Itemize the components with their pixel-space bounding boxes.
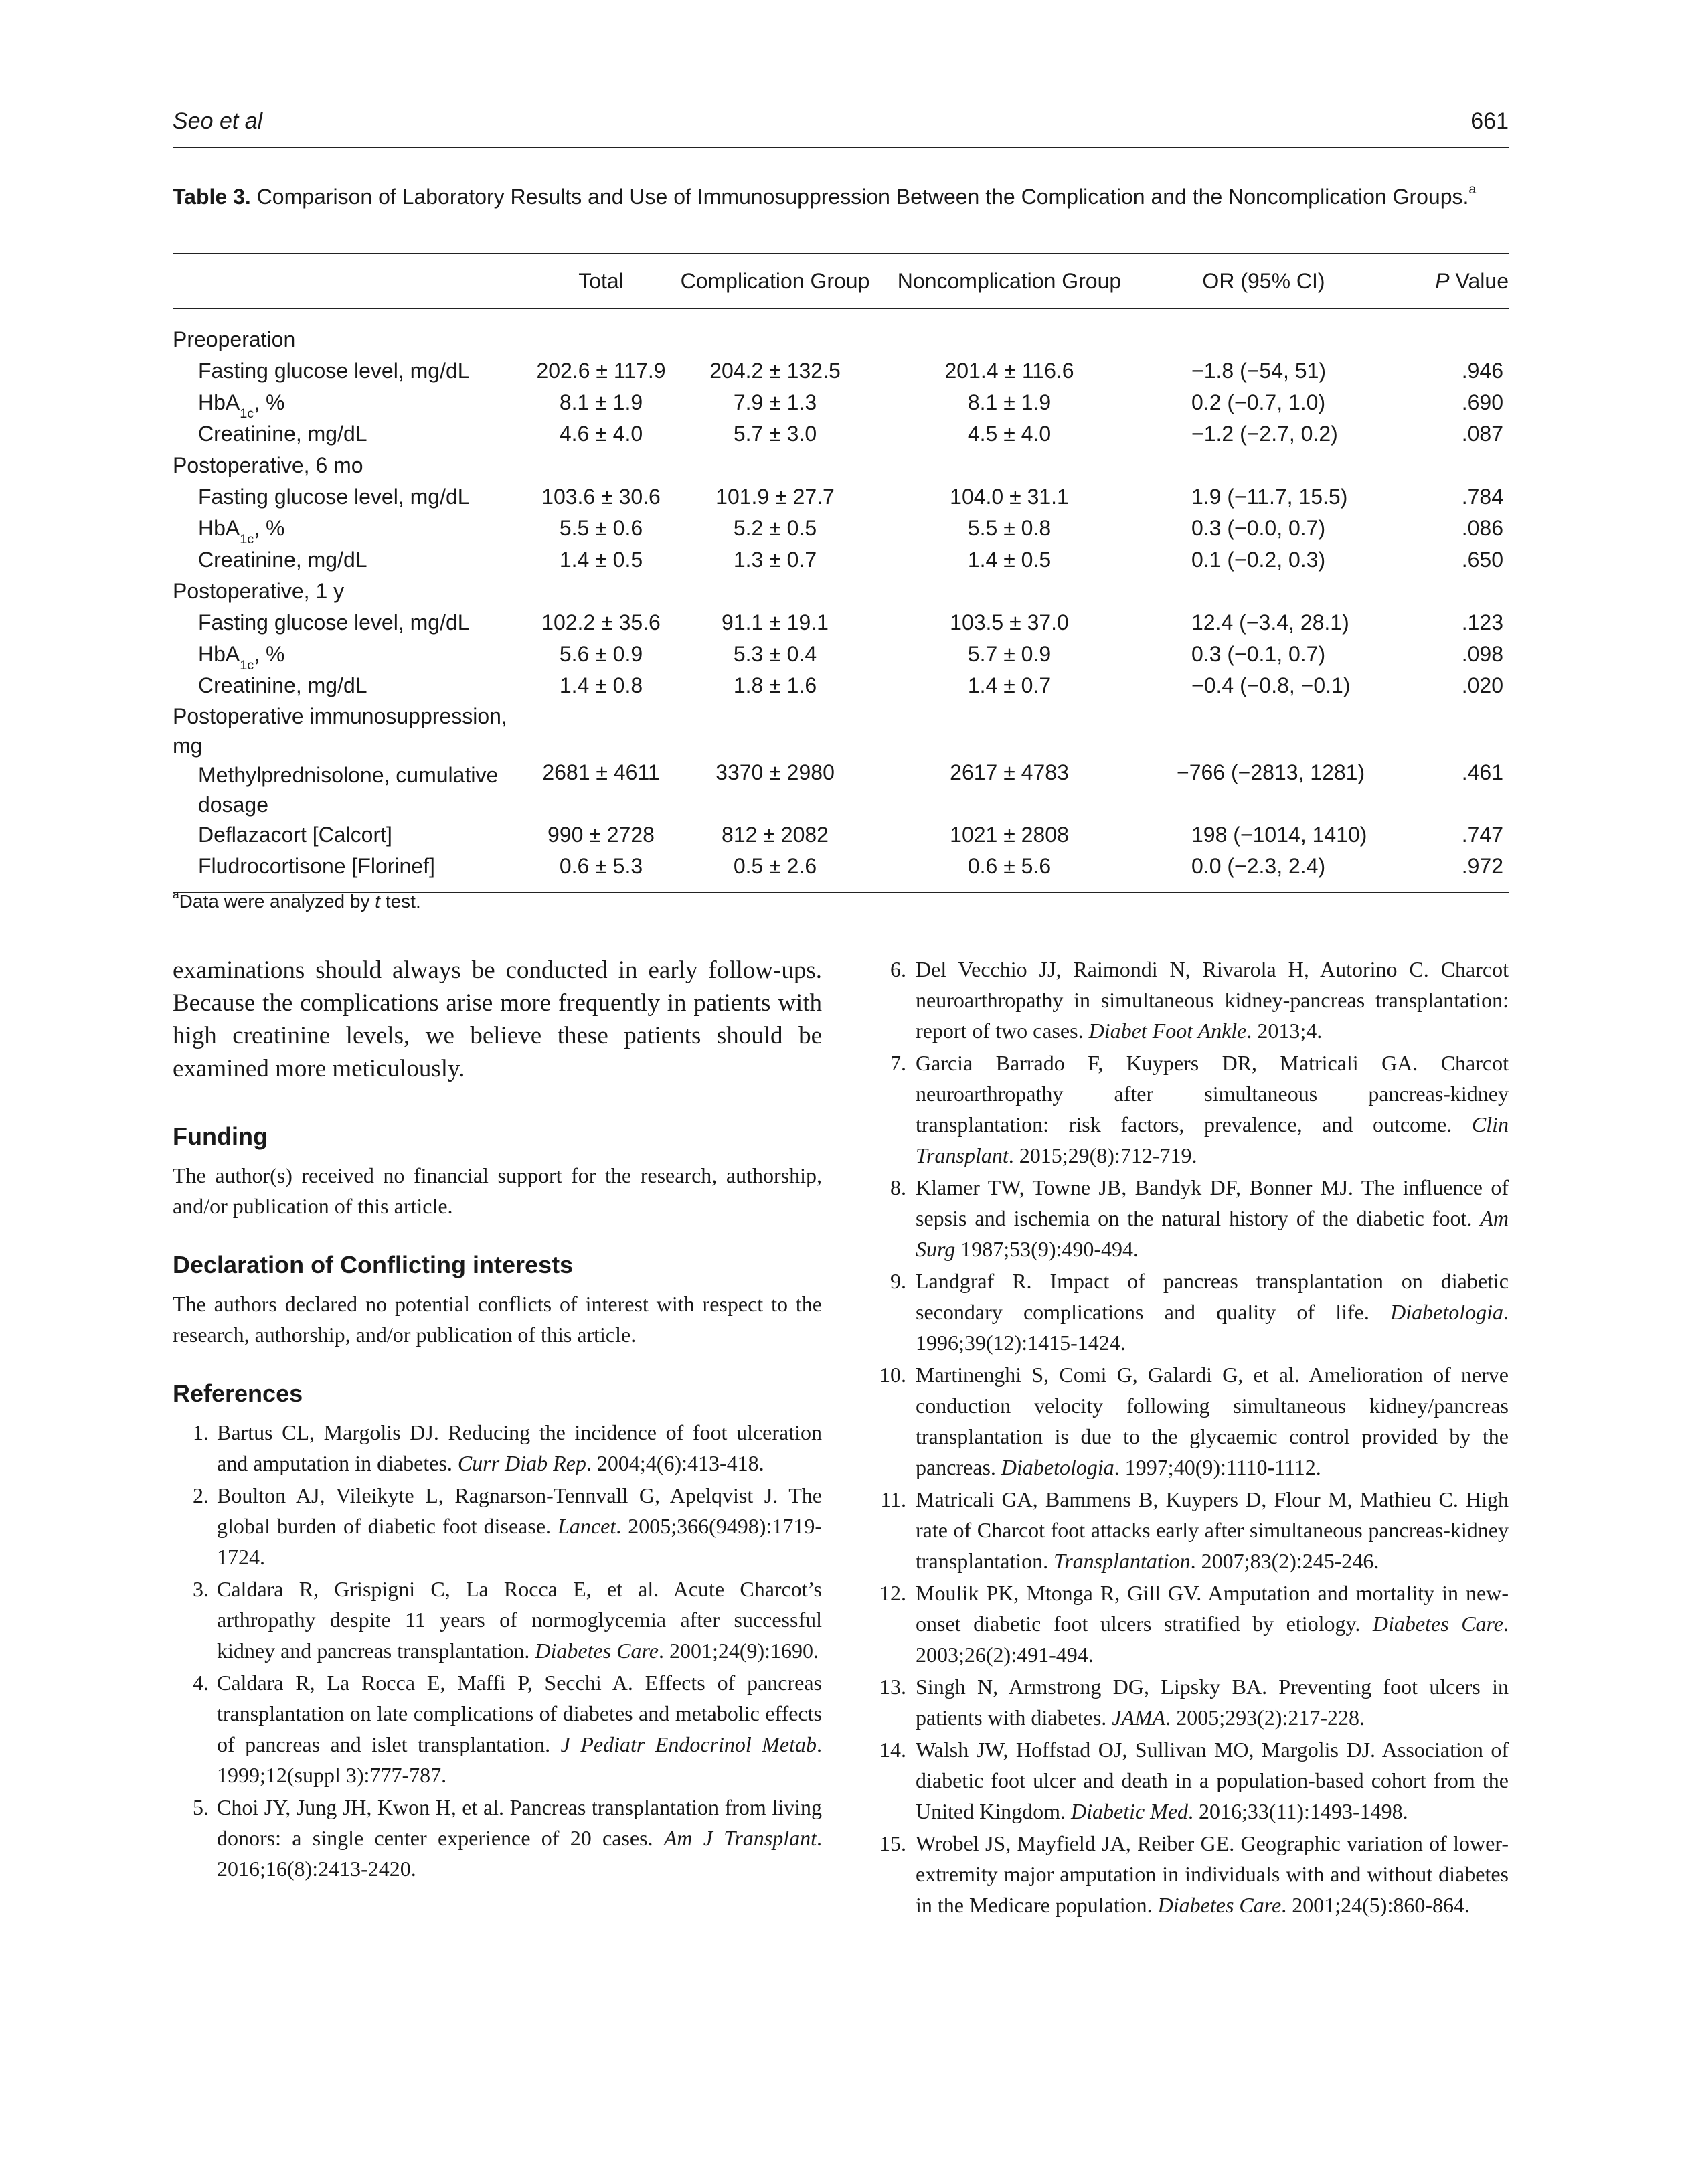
reference-citation: . 2004;4(6):413-418. [586,1451,764,1475]
cell-total: 103.6 ± 30.6 [541,485,661,509]
conflicts-heading: Declaration of Conflicting interests [173,1251,574,1278]
running-title: Seo et al [173,108,263,134]
reference-item [173,1417,822,1479]
cell-complication: 5.7 ± 3.0 [733,422,817,446]
cell-complication: 5.3 ± 0.4 [733,642,817,666]
table-row [173,418,1509,450]
cell-total: 1.4 ± 0.8 [559,673,643,697]
row-label-hba1c: HbA$_{1c}$, % [198,516,285,548]
cell-complication: 0.5 ± 2.6 [668,851,882,892]
reference-text: Choi JY, Jung JH, Kwon H, et al. Pancreas transplantation from living donors: a single center experience of 20 cases. [217,1795,822,1850]
reference-journal: Diabetes Care [1157,1893,1282,1917]
cell-p-value: .020 [1461,673,1503,697]
cell-or: 0.1 (−0.2, 0.3) [1191,548,1326,572]
cell-total: 0.6 ± 5.3 [534,851,668,892]
cell-p-value: .784 [1461,485,1503,509]
section-row [173,576,1509,607]
cell-p-value: .946 [1461,359,1503,383]
cell-or: 12.4 (−3.4, 28.1) [1191,610,1349,635]
row-label-creatinine: Creatinine, mg/dL [198,548,367,572]
page-number: 661 [1470,108,1509,134]
cell-noncomplication: 5.5 ± 0.8 [967,516,1052,540]
reference-citation: . 2005;366(9498):1719-1724. [217,1514,823,1569]
footnote-mark: a [173,888,179,902]
reference-number: 4. [193,1671,209,1695]
reference-journal: Diabetic Med [1070,1799,1189,1823]
cell-noncomplication: 4.5 ± 4.0 [967,422,1052,446]
cell-p-value: .123 [1461,610,1503,635]
reference-citation: . 2003;26(2):491-494. [916,1612,1509,1667]
reference-citation: . 1997;40(9):1110-1112. [1114,1455,1321,1479]
cell-or: −1.2 (−2.7, 0.2) [1191,422,1338,446]
cell-p-value: .086 [1461,516,1503,540]
cell-p-value: .690 [1461,390,1503,414]
reference-citation: . 2016;33(11):1493-1498. [1188,1799,1408,1823]
funding-heading: Funding [173,1122,268,1150]
table-row [173,513,1509,544]
reference-citation: . 2001;24(9):1690. [658,1639,819,1663]
cell-complication: 5.2 ± 0.5 [733,516,817,540]
cell-noncomplication: 2617 ± 4783 [950,760,1069,784]
reference-text: Moulik PK, Mtonga R, Gill GV. Amputation and mortality in new-onset diabetic foot ulcers stratified by etiology. [916,1581,1509,1636]
cell-or: 0.3 (−0.0, 0.7) [1191,516,1326,540]
section-postoperative-immunosuppression: Postoperative immunosuppression, mg [173,704,507,758]
reference-item [862,1047,1509,1171]
table-row [173,387,1509,418]
table-caption-footnote-mark: a [1468,182,1477,197]
cell-p-value: .747 [1461,823,1503,847]
cell-total: 990 ± 2728 [548,823,655,847]
reference-item [173,1792,822,1884]
reference-item [862,1671,1509,1733]
table-caption-label: Table 3. [173,185,251,209]
row-label-fludrocortisone: Fludrocortisone [Florinef] [173,851,534,892]
reference-item [173,1480,822,1572]
cell-complication: 1.3 ± 0.7 [733,548,817,572]
row-label-fasting: Fasting glucose level, mg/dL [198,485,470,509]
section-row [173,450,1509,481]
reference-journal: JAMA [1112,1705,1166,1730]
table-header-row [173,254,1509,309]
reference-item [173,1667,822,1790]
reference-number: 12. [879,1581,906,1605]
column-header-complication: Complication Group [668,254,882,309]
reference-list-left [173,1417,822,1884]
cell-p-value: .098 [1461,642,1503,666]
table-row [173,819,1509,851]
reference-number: 8. [890,1175,906,1199]
reference-text: Caldara R, La Rocca E, Maffi P, Secchi A. Effects of pancreas transplantation on late complications of diabetes and metabolic effects of pancreas and islet transplantation. [217,1671,822,1756]
reference-item [862,1578,1509,1670]
cell-complication: 812 ± 2082 [722,823,829,847]
reference-citation: . 2016;16(8):2413-2420. [217,1826,822,1881]
cell-noncomplication: 1.4 ± 0.7 [967,673,1052,697]
table-row [173,851,1509,892]
reference-item [862,1734,1509,1827]
row-label-creatinine: Creatinine, mg/dL [198,673,367,697]
reference-citation: . 1999;12(suppl 3):777-787. [217,1732,823,1787]
reference-number: 13. [879,1675,906,1699]
cell-noncomplication: 201.4 ± 116.6 [944,359,1074,383]
cell-noncomplication: 5.7 ± 0.9 [967,642,1052,666]
reference-item [862,1172,1509,1264]
cell-total: 1.4 ± 0.5 [559,548,643,572]
section-postoperative-6mo: Postoperative, 6 mo [173,453,363,477]
reference-text: Caldara R, Grispigni C, La Rocca E, et al. Acute Charcot’s arthropathy despite 11 years of normoglycemia after successful kidney and pancreas transplantation. [217,1577,822,1663]
table-caption-text: Comparison of Laboratory Results and Use of Immunosuppression Between the Complication and the Noncomplication Groups. [256,185,1469,209]
cell-p-value: .087 [1461,422,1503,446]
section-row [173,701,1509,760]
reference-citation: 1987;53(9):490-494. [955,1237,1139,1261]
header-rule [173,147,1509,148]
reference-text: Martinenghi S, Comi G, Galardi G, et al. Amelioration of nerve conduction velocity following simultaneous kidney/pancreas transplantation is due to the glycaemic control provided by the pancreas. [916,1363,1509,1479]
reference-citation: . 2015;29(8):712-719. [1008,1143,1197,1167]
reference-text: Garcia Barrado F, Kuypers DR, Matricali GA. Charcot neuroarthropathy after simultaneous pancreas-kidney transplantation: risk factors, prevalence, and outcome. [916,1051,1509,1137]
cell-complication: 3370 ± 2980 [716,760,835,784]
reference-citation: . 2001;24(5):860-864. [1281,1893,1470,1917]
reference-number: 1. [193,1420,209,1444]
reference-text: Wrobel JS, Mayfield JA, Reiber GE. Geographic variation of lower-extremity major amputation in individuals with and without diabetes in the Medicare population. [916,1831,1509,1917]
reference-citation: . 1996;39(12):1415-1424. [916,1300,1509,1355]
reference-journal: Am J Transplant [663,1826,817,1850]
conflicts-text: The authors declared no potential conflicts of interest with respect to the research, authorship, and/or publication of this article. [173,1292,822,1347]
cell-noncomplication: 0.6 ± 5.6 [882,851,1137,892]
row-label-creatinine: Creatinine, mg/dL [198,422,367,446]
reference-citation: . 2007;83(2):245-246. [1190,1549,1379,1573]
column-header-p-value [1391,254,1509,309]
reference-text: Boulton AJ, Vileikyte L, Ragnarson-Tennvall G, Apelqvist J. The global burden of diabetic foot disease. [217,1483,822,1538]
right-column [862,954,1509,1920]
table-row [173,544,1509,576]
cell-or: 1.9 (−11.7, 15.5) [1191,485,1348,509]
reference-journal: Diabetologia [1001,1455,1114,1479]
cell-or: −1.8 (−54, 51) [1191,359,1327,383]
cell-p-value: .972 [1391,851,1509,892]
reference-number: 5. [193,1795,209,1819]
column-header-label [173,254,534,309]
row-label-methylprednisolone: Methylprednisolone, cumulative dosage [198,763,499,817]
table-row [173,355,1509,387]
cell-total: 4.6 ± 4.0 [559,422,643,446]
reference-journal: Lancet [558,1514,616,1538]
column-header-total: Total [534,254,668,309]
cell-or: 0.3 (−0.1, 0.7) [1191,642,1326,666]
cell-total: 5.5 ± 0.6 [559,516,643,540]
reference-item [862,1359,1509,1483]
row-label-fasting: Fasting glucose level, mg/dL [198,359,470,383]
reference-text: Walsh JW, Hoffstad OJ, Sullivan MO, Margolis DJ. Association of diabetic foot ulcer and death in a population-based cohort from the United Kingdom. [916,1738,1509,1823]
cell-total: 2681 ± 4611 [542,760,660,784]
cell-complication: 101.9 ± 27.7 [716,485,835,509]
reference-text: Del Vecchio JJ, Raimondi N, Rivarola H, Autorino C. Charcot neuroarthropathy in simultaneous kidney-pancreas transplantation: report of two cases. [916,957,1509,1043]
cell-complication: 91.1 ± 19.1 [722,610,829,635]
reference-number: 14. [879,1738,906,1762]
reference-number: 7. [890,1051,906,1075]
reference-journal: Diabetes Care [1372,1612,1503,1636]
row-label-hba1c: HbA$_{1c}$, % [198,390,285,422]
reference-journal: Clin Transplant [916,1112,1509,1167]
reference-number: 11. [880,1487,906,1511]
cell-noncomplication: 103.5 ± 37.0 [950,610,1069,635]
reference-number: 10. [879,1363,906,1387]
reference-text: Bartus CL, Margolis DJ. Reducing the incidence of foot ulceration and amputation in diabetes. [217,1420,822,1475]
cell-noncomplication: 1.4 ± 0.5 [967,548,1052,572]
reference-journal: Diabetes Care [535,1639,659,1663]
section-preoperation: Preoperation [173,327,296,351]
reference-number: 2. [193,1483,209,1507]
cell-or: 0.2 (−0.7, 1.0) [1191,390,1326,414]
reference-journal: Curr Diab Rep [457,1451,586,1475]
row-label-hba1c: HbA$_{1c}$, % [198,642,285,673]
reference-list-right [862,954,1509,1920]
cell-noncomplication: 104.0 ± 31.1 [950,485,1069,509]
cell-or: −766 (−2813, 1281) [1177,760,1365,784]
reference-number: 3. [193,1577,209,1601]
cell-or: 198 (−1014, 1410) [1191,823,1367,847]
table-caption [173,183,1509,212]
table-row [173,670,1509,701]
reference-text: Landgraf R. Impact of pancreas transplantation on diabetic secondary complications and quality of life. [916,1269,1509,1324]
intro-paragraph: examinations should always be conducted in early follow-ups. Because the complications arise more frequently in patients with high creatinine levels, we believe these patients should be examined more meticulously. [173,956,822,1082]
row-label-deflazacort: Deflazacort [Calcort] [198,823,392,847]
reference-citation: . 2013;4. [1246,1019,1323,1043]
cell-complication: 1.8 ± 1.6 [733,673,817,697]
row-label-fasting: Fasting glucose level, mg/dL [198,610,470,635]
cell-complication: 204.2 ± 132.5 [709,359,841,383]
references-heading: References [173,1379,303,1407]
running-header [173,108,1509,142]
cell-p-value: .650 [1461,548,1503,572]
reference-journal: J Pediatr Endocrinol Metab [560,1732,817,1756]
cell-or: 0.0 (−2.3, 2.4) [1137,851,1391,892]
reference-item [862,1484,1509,1576]
column-header-or: OR (95% CI) [1137,254,1391,309]
table-3 [173,253,1509,893]
reference-journal: Diabetologia [1390,1300,1503,1324]
cell-total: 5.6 ± 0.9 [559,642,643,666]
section-row [173,309,1509,355]
reference-item [862,1828,1509,1920]
cell-or: −0.4 (−0.8, −0.1) [1191,673,1351,697]
reference-item [862,954,1509,1046]
p-italic: P [1435,268,1450,293]
reference-text: Matricali GA, Bammens B, Kuypers D, Flour M, Mathieu C. High rate of Charcot foot attacks early after simultaneous pancreas-kidney transplantation. [916,1487,1509,1573]
cell-noncomplication: 1021 ± 2808 [950,823,1069,847]
table-footnote: $^a$Data were analyzed by t test. [173,888,421,912]
left-column [173,954,822,1884]
reference-number: 9. [890,1269,906,1293]
funding-text: The author(s) received no financial support for the research, authorship, and/or publication of this article. [173,1163,822,1218]
cell-total: 8.1 ± 1.9 [559,390,643,414]
table-row [173,607,1509,639]
p-value-word: Value [1455,268,1509,293]
reference-text: Singh N, Armstrong DG, Lipsky BA. Preventing foot ulcers in patients with diabetes. [916,1675,1509,1730]
reference-number: 6. [890,957,906,981]
table-row [173,760,1509,819]
reference-journal: Am Surg [916,1206,1509,1261]
table-row [173,481,1509,513]
reference-text: Klamer TW, Towne JB, Bandyk DF, Bonner MJ. The influence of sepsis and ischemia on the natural history of the diabetic foot. [916,1175,1509,1230]
reference-journal: Transplantation [1054,1549,1191,1573]
cell-total: 102.2 ± 35.6 [541,610,661,635]
cell-complication: 7.9 ± 1.3 [733,390,817,414]
cell-p-value: .461 [1461,760,1503,784]
reference-number: 15. [879,1831,906,1855]
table-row [173,639,1509,670]
reference-journal: Diabet Foot Ankle [1088,1019,1247,1043]
section-postoperative-1y: Postoperative, 1 y [173,579,345,603]
reference-item [862,1266,1509,1358]
lab-results-table [173,253,1509,893]
column-header-noncomplication: Noncomplication Group [882,254,1137,309]
cell-noncomplication: 8.1 ± 1.9 [967,390,1052,414]
cell-total: 202.6 ± 117.9 [536,359,666,383]
reference-citation: . 2005;293(2):217-228. [1165,1705,1365,1730]
reference-item [173,1574,822,1666]
